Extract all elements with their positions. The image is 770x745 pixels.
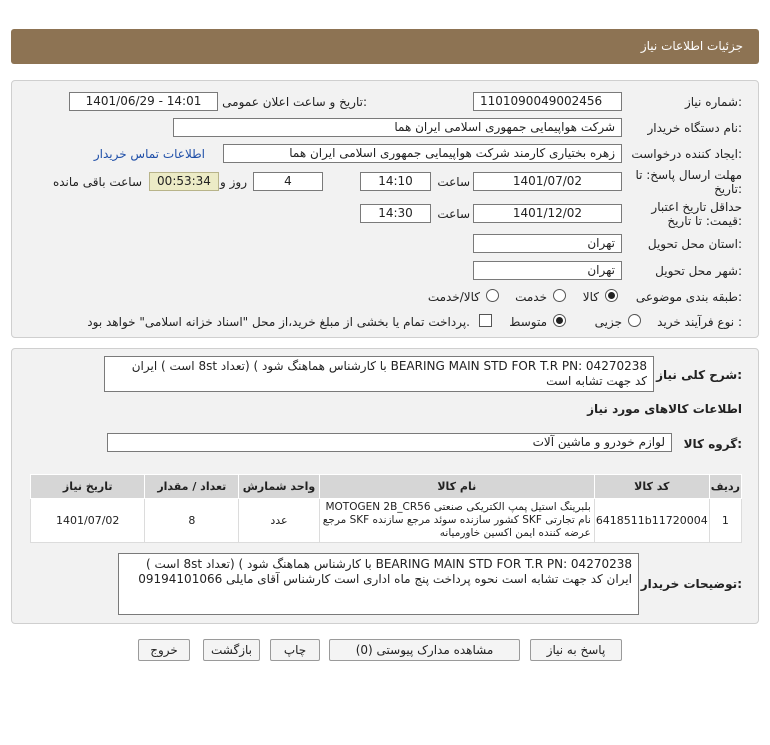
treasury-payment-checkbox[interactable] <box>479 314 492 327</box>
validity-date-field[interactable]: 1401/12/02 <box>473 204 622 223</box>
buyer-notes-label: توضیحات خریدار: <box>640 577 742 591</box>
column-header-qty: تعداد / مقدار <box>145 475 239 499</box>
row-name-line: بلبرینگ استیل پمپ الکتریکی صنعتی MOTOGEN 2B_CR56 <box>325 501 591 513</box>
column-header-date: تاریخ نیاز <box>31 475 145 499</box>
deadline-label-2: تاریخ: <box>714 182 742 196</box>
deadline-label: مهلت ارسال پاسخ: تا <box>635 168 742 182</box>
category-both-label: کالا/خدمت <box>427 290 480 304</box>
validity-time-label: ساعت <box>437 207 470 221</box>
need-number-label: شماره نیاز: <box>684 95 742 109</box>
need-summary-label: شرح کلی نیاز: <box>656 368 742 382</box>
category-radio-service[interactable] <box>553 289 566 302</box>
row-code: 6418511b11720004 <box>594 499 709 543</box>
goods-info-title: اطلاعات کالاهای مورد نیاز <box>587 402 742 416</box>
need-number-field[interactable]: 1101090049002456 <box>473 92 622 111</box>
goods-group-field[interactable]: لوازم خودرو و ماشین آلات <box>107 433 672 452</box>
column-header-code: کد کالا <box>594 475 709 499</box>
need-summary-box <box>104 356 654 392</box>
remaining-label: ساعت باقی مانده <box>52 175 142 189</box>
exit-button[interactable]: خروج <box>138 639 190 661</box>
table-row[interactable] <box>31 499 742 543</box>
buyer-org-label: نام دستگاه خریدار: <box>647 121 742 135</box>
row-date: 1401/07/02 <box>31 499 145 543</box>
buyer-notes-box <box>118 553 639 615</box>
deadline-time-label: ساعت <box>437 175 470 189</box>
row-unit: عدد <box>239 499 320 543</box>
province-label: استان محل تحویل: <box>647 237 742 251</box>
validity-label-2: قیمت: تا تاریخ: <box>667 214 742 228</box>
row-qty: 8 <box>145 499 239 543</box>
deadline-date-field[interactable]: 1401/07/02 <box>473 172 622 191</box>
category-radio-both[interactable] <box>486 289 499 302</box>
process-minor-label: جزیی <box>594 315 622 329</box>
row-index: 1 <box>709 499 741 543</box>
reply-button[interactable]: پاسخ به نیاز <box>530 639 622 661</box>
buyer-notes-line: ایران کد جهت تشابه است نحوه پرداخت پنج ماه اداری است کارشناس آقای مایلی 09194101066 <box>138 572 632 586</box>
column-header-index: ردیف <box>709 475 741 499</box>
goods-group-label: گروه کالا: <box>683 437 742 451</box>
buyer-contact-link[interactable]: اطلاعات تماس خریدار <box>93 147 205 161</box>
category-service-label: خدمت <box>515 290 547 304</box>
row-name-line: نام تجارتی SKF کشور سازنده سوئد مرجع سازنده SKF مرجع <box>322 514 591 526</box>
print-button[interactable]: چاپ <box>270 639 320 661</box>
category-label: طبقه بندی موضوعی: <box>635 290 742 304</box>
process-label: نوع فرآیند خرید : <box>657 315 742 329</box>
city-field[interactable]: تهران <box>473 261 622 280</box>
validity-label: حداقل تاریخ اعتبار <box>651 200 742 214</box>
announce-label: تاریخ و ساعت اعلان عمومی: <box>222 95 367 109</box>
goods-table-header <box>31 475 742 499</box>
row-name-line: عرضه کننده ایمن اکسین خاورمیانه <box>439 527 591 539</box>
column-header-name: نام کالا <box>319 475 594 499</box>
city-label: شهر محل تحویل: <box>655 264 742 278</box>
days-label: روز و <box>220 175 247 189</box>
process-radio-minor[interactable] <box>628 314 641 327</box>
need-summary-line: کد جهت تشابه است <box>546 374 647 388</box>
goods-table <box>30 474 742 543</box>
creator-label: ایجاد کننده درخواست: <box>631 147 742 161</box>
row-name <box>319 499 594 543</box>
category-goods-label: کالا <box>582 290 599 304</box>
treasury-payment-text: پرداخت تمام یا بخشی از مبلغ خرید،از محل "اسناد خزانه اسلامی" خواهد بود. <box>87 315 470 329</box>
creator-field[interactable]: زهره بختیاری کارمند شرکت هواپیمایی جمهوری اسلامی ایران هما <box>223 144 622 163</box>
buyer-notes-line: BEARING MAIN STD FOR T.R PN: 04270238 با کارشناس هماهنگ شود ) (تعداد 8st است ) <box>145 557 632 571</box>
back-button[interactable]: بازگشت <box>203 639 260 661</box>
attachments-button[interactable]: مشاهده مدارک پیوستی (0) <box>329 639 520 661</box>
deadline-time-field[interactable]: 14:10 <box>360 172 431 191</box>
buyer-org-field[interactable]: شرکت هواپیمایی جمهوری اسلامی ایران هما <box>173 118 622 137</box>
remaining-time-field: 00:53:34 <box>149 172 219 191</box>
province-field[interactable]: تهران <box>473 234 622 253</box>
validity-time-field[interactable]: 14:30 <box>360 204 431 223</box>
need-summary-line: BEARING MAIN STD FOR T.R PN: 04270238 با کارشناس هماهنگ شود ) (تعداد 8st است ) ایران <box>131 359 647 373</box>
announce-field[interactable]: 1401/06/29 - 14:01 <box>69 92 218 111</box>
process-radio-medium[interactable] <box>553 314 566 327</box>
category-radio-goods[interactable] <box>605 289 618 302</box>
page-title: جزئیات اطلاعات نیاز <box>640 39 743 53</box>
process-medium-label: متوسط <box>509 315 547 329</box>
column-header-unit: واحد شمارش <box>239 475 320 499</box>
days-field[interactable]: 4 <box>253 172 323 191</box>
page-header <box>11 29 759 64</box>
